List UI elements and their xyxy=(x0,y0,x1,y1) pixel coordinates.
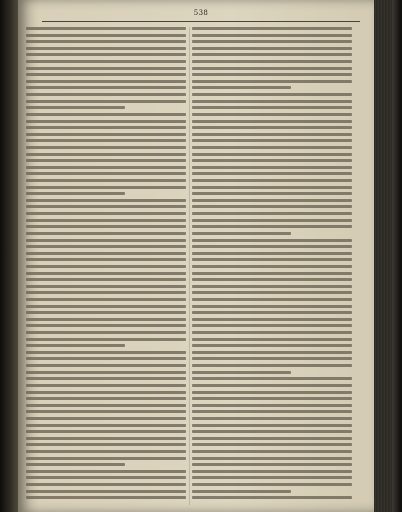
text-line xyxy=(26,205,186,208)
text-line xyxy=(26,437,186,440)
text-line xyxy=(192,172,352,175)
text-line xyxy=(26,153,186,156)
text-line xyxy=(26,113,186,116)
text-line xyxy=(192,298,352,301)
text-line xyxy=(192,106,352,109)
text-line xyxy=(26,318,186,321)
text-line xyxy=(192,239,352,242)
text-line xyxy=(26,351,186,354)
text-column-right xyxy=(192,27,352,505)
text-line xyxy=(26,53,186,56)
text-line xyxy=(192,67,352,70)
text-line xyxy=(192,258,352,261)
text-line xyxy=(192,371,291,374)
text-line xyxy=(26,496,186,499)
text-line xyxy=(192,443,352,446)
text-line xyxy=(192,397,352,400)
text-line xyxy=(26,100,186,103)
text-line xyxy=(26,490,186,493)
text-line xyxy=(26,384,186,387)
text-line xyxy=(192,199,352,202)
text-line xyxy=(192,27,352,30)
text-line xyxy=(26,186,186,189)
text-line xyxy=(192,186,352,189)
text-line xyxy=(192,93,352,96)
text-line xyxy=(192,476,352,479)
text-line xyxy=(192,86,291,89)
text-line xyxy=(192,384,352,387)
text-line xyxy=(26,225,186,228)
text-line xyxy=(26,285,186,288)
text-line xyxy=(26,93,186,96)
text-line xyxy=(192,166,352,169)
text-line xyxy=(192,139,352,142)
page-header xyxy=(42,6,360,20)
text-line xyxy=(26,371,186,374)
text-line xyxy=(192,133,352,136)
text-line xyxy=(192,265,352,268)
text-line xyxy=(192,278,352,281)
text-line xyxy=(192,212,352,215)
text-line xyxy=(26,192,125,195)
text-line xyxy=(26,476,186,479)
text-line xyxy=(192,232,291,235)
text-line xyxy=(192,272,352,275)
text-line xyxy=(192,344,352,347)
text-line xyxy=(26,60,186,63)
text-line xyxy=(192,351,352,354)
text-line xyxy=(26,133,186,136)
text-line xyxy=(192,463,352,466)
text-line xyxy=(26,463,125,466)
text-line xyxy=(26,40,186,43)
text-line xyxy=(192,496,352,499)
text-line xyxy=(26,404,186,407)
text-line xyxy=(26,252,186,255)
text-line xyxy=(26,258,186,261)
text-line xyxy=(192,331,352,334)
text-line xyxy=(26,450,186,453)
text-line xyxy=(192,377,352,380)
text-line xyxy=(192,338,352,341)
text-line xyxy=(26,139,186,142)
text-line xyxy=(192,53,352,56)
text-line xyxy=(192,113,352,116)
text-line xyxy=(192,245,352,248)
text-line xyxy=(26,424,186,427)
text-line xyxy=(26,430,186,433)
text-line xyxy=(26,272,186,275)
text-line xyxy=(26,219,186,222)
text-line xyxy=(26,483,186,486)
text-line xyxy=(26,338,186,341)
text-line xyxy=(192,40,352,43)
text-line xyxy=(192,291,352,294)
book-binding xyxy=(0,0,20,512)
text-line xyxy=(26,311,186,314)
text-line xyxy=(26,410,186,413)
text-line xyxy=(26,443,186,446)
text-line xyxy=(192,285,352,288)
text-line xyxy=(192,391,352,394)
text-line xyxy=(26,172,186,175)
text-line xyxy=(192,457,352,460)
text-line xyxy=(26,377,186,380)
text-line xyxy=(26,120,186,123)
text-line xyxy=(26,457,186,460)
text-line xyxy=(192,205,352,208)
text-line xyxy=(26,146,186,149)
text-line xyxy=(192,60,352,63)
text-line xyxy=(26,232,186,235)
text-line xyxy=(192,430,352,433)
text-line xyxy=(192,437,352,440)
text-line xyxy=(192,153,352,156)
text-line xyxy=(192,305,352,308)
column-gutter xyxy=(189,27,190,505)
text-line xyxy=(26,391,186,394)
text-line xyxy=(192,357,352,360)
text-line xyxy=(192,410,352,413)
text-line xyxy=(192,80,352,83)
text-line xyxy=(26,27,186,30)
text-line xyxy=(26,34,186,37)
text-line xyxy=(26,166,186,169)
text-line xyxy=(26,324,186,327)
text-line xyxy=(192,219,352,222)
text-line xyxy=(26,470,186,473)
text-line xyxy=(192,490,291,493)
text-line xyxy=(26,245,186,248)
text-line xyxy=(26,305,186,308)
text-line xyxy=(26,106,125,109)
text-line xyxy=(192,100,352,103)
text-line xyxy=(26,357,186,360)
text-line xyxy=(192,47,352,50)
text-line xyxy=(192,424,352,427)
text-line xyxy=(26,67,186,70)
text-line xyxy=(192,159,352,162)
text-line xyxy=(192,417,352,420)
text-line xyxy=(26,417,186,420)
text-line xyxy=(192,404,352,407)
text-line xyxy=(26,126,186,129)
text-line xyxy=(26,212,186,215)
text-line xyxy=(26,265,186,268)
text-line xyxy=(192,34,352,37)
text-line xyxy=(192,179,352,182)
text-line xyxy=(26,80,186,83)
text-line xyxy=(26,278,186,281)
text-line xyxy=(26,331,186,334)
text-line xyxy=(26,344,125,347)
text-line xyxy=(192,192,352,195)
text-line xyxy=(192,120,352,123)
page-number: 538 xyxy=(193,9,209,17)
text-line xyxy=(26,298,186,301)
header-rule xyxy=(42,21,360,22)
text-line xyxy=(26,179,186,182)
text-line xyxy=(192,450,352,453)
text-line xyxy=(192,324,352,327)
text-line xyxy=(192,311,352,314)
page-stack-edge xyxy=(374,0,402,512)
text-line xyxy=(192,470,352,473)
text-line xyxy=(192,318,352,321)
text-line xyxy=(26,73,186,76)
text-line xyxy=(26,47,186,50)
text-line xyxy=(26,397,186,400)
text-line xyxy=(192,225,352,228)
text-line xyxy=(26,159,186,162)
text-line xyxy=(26,86,186,89)
text-line xyxy=(192,252,352,255)
text-line xyxy=(26,364,186,367)
text-line xyxy=(192,364,352,367)
text-line xyxy=(26,239,186,242)
text-line xyxy=(26,199,186,202)
text-line xyxy=(192,73,352,76)
text-column-left xyxy=(26,27,186,505)
text-line xyxy=(192,126,352,129)
text-line xyxy=(192,146,352,149)
page-stack-shadow xyxy=(392,0,402,512)
text-line xyxy=(192,483,352,486)
text-line xyxy=(26,291,186,294)
